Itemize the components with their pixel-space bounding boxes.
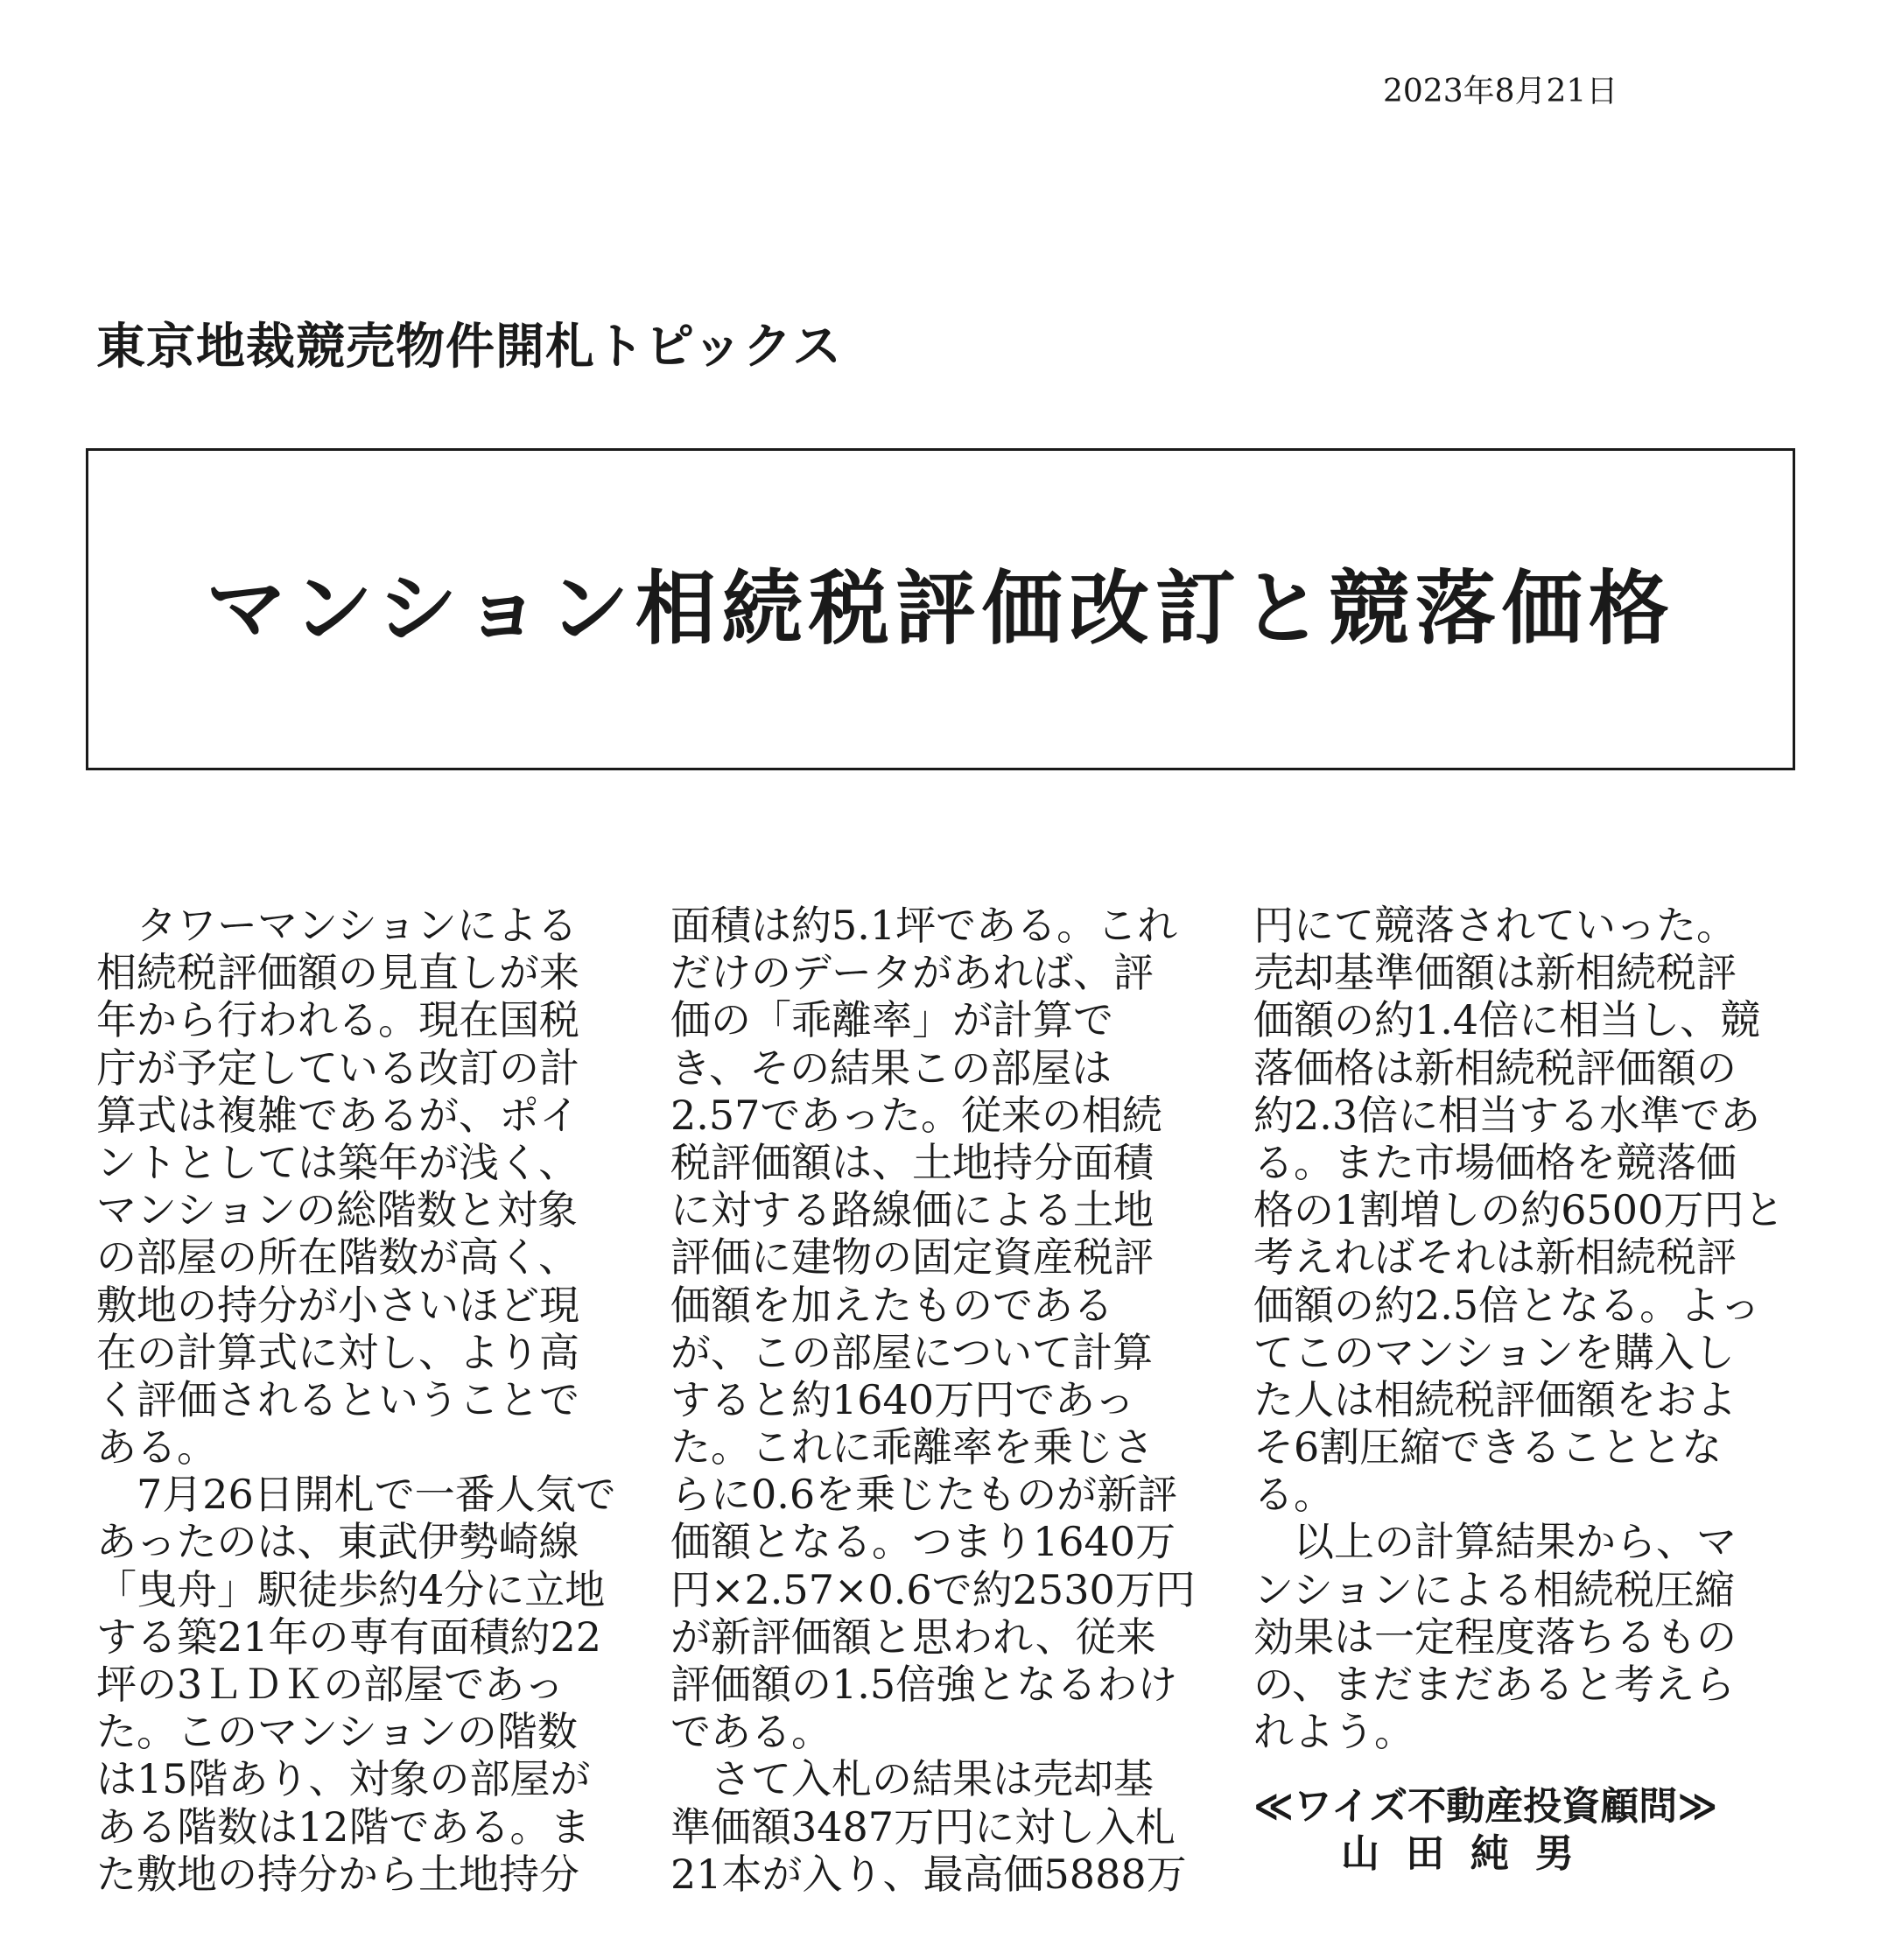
text-line: だけのデータがあれば、評 (670, 949, 1154, 997)
text-line: タワーマンションによる (96, 902, 578, 949)
text-line: 21本が入り、最高価5888万 (670, 1850, 1187, 1898)
text-line: 落価格は新相続税評価額の (1253, 1043, 1737, 1092)
text-line: 以上の計算結果から、マ (1253, 1518, 1737, 1566)
text-line: 7月26日開札で一番人気で (96, 1471, 616, 1519)
text-line: 価額を加えたものである (670, 1281, 1113, 1329)
byline-author: 山田純男 (1341, 1831, 1600, 1877)
text-line: 考えればそれは新相続税評 (1253, 1233, 1737, 1282)
text-line: 格の1割増しの約6500万円と (1253, 1186, 1785, 1234)
text-line: 約2.3倍に相当する水準であ (1253, 1091, 1761, 1139)
text-line: ある階数は12階である。ま (96, 1802, 591, 1851)
column-1 (96, 902, 616, 1898)
column-2 (670, 902, 1196, 1898)
text-line: 価額となる。つまり1640万 (670, 1518, 1176, 1566)
text-line: の部屋の所在階数が高く、 (96, 1233, 579, 1282)
text-line: 価額の約1.4倍に相当し、競 (1253, 996, 1761, 1044)
text-line: 算式は複雑であるが、ポイ (96, 1091, 579, 1139)
text-line: 準価額3487万円に対し入札 (670, 1802, 1176, 1851)
text-line: 在の計算式に対し、より高 (96, 1328, 579, 1376)
date: 2023年8月21日 (1383, 74, 1618, 109)
text-line: 「曳舟」駅徒歩約4分に立地 (96, 1565, 606, 1613)
text-line: く評価されるということで (96, 1375, 579, 1423)
text-line: ントとしては築年が浅く、 (96, 1138, 579, 1186)
text-line: た敷地の持分から土地持分 (96, 1850, 579, 1898)
text-line: あったのは、東武伊勢崎線 (96, 1518, 579, 1566)
text-line: 価の「乖離率」が計算で (670, 996, 1113, 1044)
text-line: が、この部屋について計算 (670, 1328, 1154, 1376)
text-line: ンションによる相続税圧縮 (1253, 1565, 1735, 1613)
text-line: は15階あり、対象の部屋が (96, 1755, 591, 1803)
text-line: 年から行われる。現在国税 (96, 996, 579, 1044)
text-line: 相続税評価額の見直しが来 (96, 949, 579, 997)
article-title: マンション相続税評価改訂と競落価格 (206, 562, 1675, 656)
text-line: の、まだまだあると考えら (1253, 1661, 1736, 1708)
text-line: 売却基準価額は新相続税評 (1253, 949, 1737, 997)
text-line: てこのマンションを購入し (1253, 1328, 1735, 1376)
text-line: 2.57であった。従来の相続 (670, 1091, 1162, 1139)
text-line: マンションの総階数と対象 (96, 1186, 578, 1234)
text-line: そ6割圧縮できることとな (1253, 1423, 1723, 1472)
text-line: 効果は一定程度落ちるもの (1253, 1612, 1737, 1661)
text-line: た人は相続税評価額をおよ (1253, 1375, 1737, 1423)
text-line: る。 (1253, 1471, 1334, 1519)
text-line: 円×2.57×0.6で約2530万円 (670, 1565, 1196, 1613)
byline-firm: ≪ワイズ不動産投資顧問≫ (1253, 1784, 1718, 1830)
text-line: 評価に建物の固定資産税評 (670, 1233, 1154, 1282)
text-line: 坪の3ＬＤＫの部屋であっ (96, 1661, 565, 1708)
text-line: 税評価額は、土地持分面積 (670, 1138, 1154, 1186)
text-line: ある。 (96, 1423, 217, 1472)
text-line: た。これに乖離率を乗じさ (670, 1423, 1154, 1472)
text-line: 敷地の持分が小さいほど現 (96, 1281, 579, 1329)
text-line: 価額の約2.5倍となる。よっ (1253, 1281, 1761, 1329)
title-box (86, 448, 1795, 770)
text-line: である。 (670, 1708, 832, 1756)
column-3-lines (1253, 902, 1784, 1755)
series-title: 東京地裁競売物件開札トピックス (96, 319, 843, 376)
text-line: すると約1640万円であっ (670, 1375, 1135, 1423)
text-line: る。また市場価格を競落価 (1253, 1138, 1737, 1186)
text-line: に対する路線価による土地 (670, 1186, 1154, 1234)
text-line: き、その結果この部屋は (670, 1043, 1112, 1092)
text-line: 面積は約5.1坪である。これ (670, 902, 1178, 949)
text-line: する築21年の専有面積約22 (96, 1612, 602, 1661)
text-line: 庁が予定している改訂の計 (96, 1043, 579, 1092)
text-line: 評価額の1.5倍強となるわけ (670, 1661, 1178, 1708)
text-line: らに0.6を乗じたものが新評 (670, 1471, 1178, 1519)
text-line: 円にて競落されていった。 (1253, 902, 1737, 949)
column-3 (1253, 902, 1784, 1878)
text-line: さて入札の結果は売却基 (670, 1755, 1154, 1803)
text-line: た。このマンションの階数 (96, 1708, 578, 1756)
text-line: れよう。 (1253, 1708, 1414, 1756)
text-line: が新評価額と思われ、従来 (670, 1612, 1156, 1661)
